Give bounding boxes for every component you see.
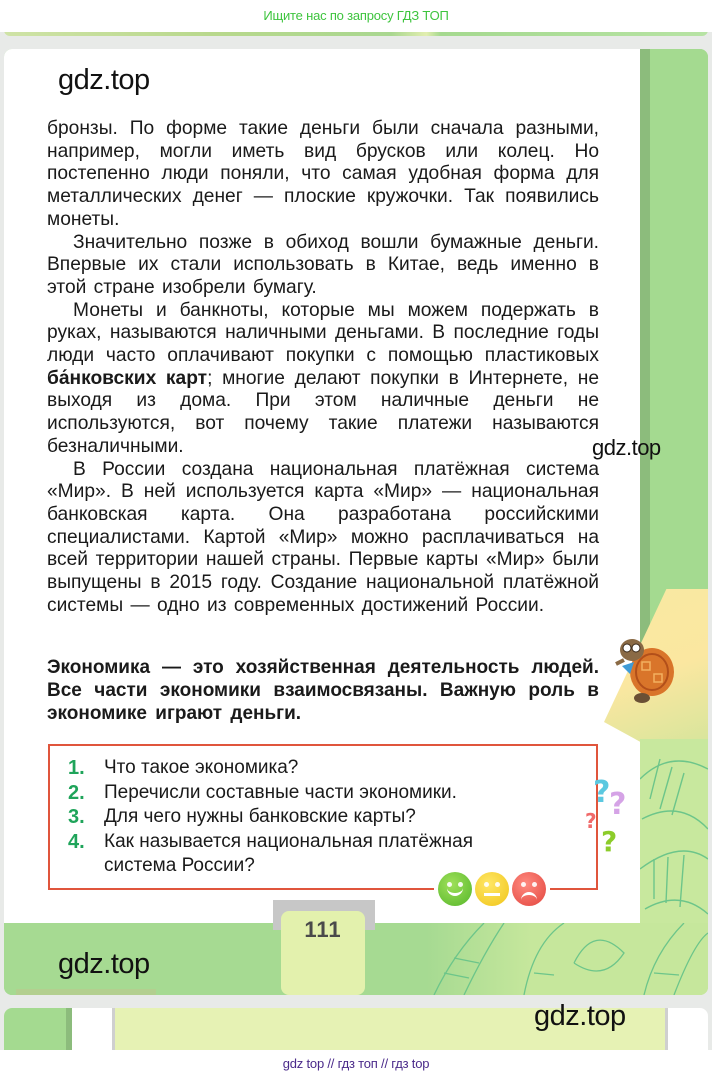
question-text: Как называется национальная платёжная система России? [104, 830, 474, 876]
turtle-mascot-icon [612, 632, 678, 706]
question-number: 2. [68, 781, 85, 804]
summary-rule: Экономика — это хозяйственная деятельность людей. Все части экономики взаимосвязаны. Важную роль в экономике играют деньги. [47, 657, 599, 724]
sad-face-icon[interactable] [512, 872, 546, 906]
watermark-top: gdz.top [58, 64, 150, 96]
question-marks-icon: ? ? ? ? [585, 775, 627, 858]
watermark-middle: gdz.top [592, 435, 661, 460]
bottom-leaf-pattern-icon [424, 923, 708, 995]
top-banner [0, 0, 712, 32]
top-banner-text: Ищите нас по запросу ГДЗ ТОП [263, 8, 449, 23]
questions-list [68, 756, 538, 879]
question-number: 3. [68, 806, 85, 828]
watermark-bottom: gdz.top [58, 948, 150, 980]
paragraph-mir-system: В России создана национальная платёжная система «Мир». В ней используется карта «Мир» — национальная банковская карта. Она разработана российскими специалистами. Картой «Мир» можно расплачиваться на всей территории нашей страны. Первые карты «Мир» были выпущены в 2015 году. Создание национальной платёжной системы — одно из современных достижений России. [47, 458, 599, 616]
neutral-face-icon[interactable] [475, 872, 509, 906]
self-assessment-faces [434, 872, 550, 906]
question-item [68, 756, 538, 781]
side-band [650, 49, 708, 669]
watermark-next-page: gdz.top [534, 1000, 626, 1032]
paragraph-cash-cards: Монеты и банкноты, которые мы можем подержать в руках, называются наличными деньгами. В последние годы люди часто оплачивают покупки с помощью пластиковых ба́нковских карт; многие делают покупки в Интернете, не выходя из дома. При этом наличные деньги не используются, вот почему такие платежи называются безналичными. [47, 299, 599, 457]
question-number: 1. [68, 757, 85, 779]
question-number: 4. [68, 830, 85, 853]
paragraph-coins: бронзы. По форме такие деньги были сначала разными, например, могли иметь вид брусков или колец. Но постепенно люди поняли, что самая удобная форма для металлических денег — плоские кружочки. Так появились монеты. [47, 118, 599, 230]
paragraph-paper-money: Значительно позже в обиход вошли бумажные деньги. Впервые их стали использовать в Китае, ведь именно в этой стране изобрели бумагу. [47, 231, 599, 298]
side-band-shadow [640, 49, 650, 669]
bottom-bar [0, 1050, 712, 1082]
term-bank-cards: ба́нковских карт [47, 367, 208, 389]
question-text: Что такое экономика? [104, 757, 299, 778]
question-text: Перечисли составные части экономики. [104, 781, 457, 803]
page-number: 111 [304, 917, 342, 942]
bottom-bar-text: gdz top // гдз топ // гдз top [282, 1056, 430, 1071]
happy-face-icon[interactable] [438, 872, 472, 906]
body-text [47, 118, 599, 617]
page-number-tab [281, 911, 365, 995]
question-item [68, 805, 538, 830]
question-text: Для чего нужны банковские карты? [104, 806, 416, 827]
corner-shade [16, 989, 156, 995]
question-item [68, 781, 538, 806]
